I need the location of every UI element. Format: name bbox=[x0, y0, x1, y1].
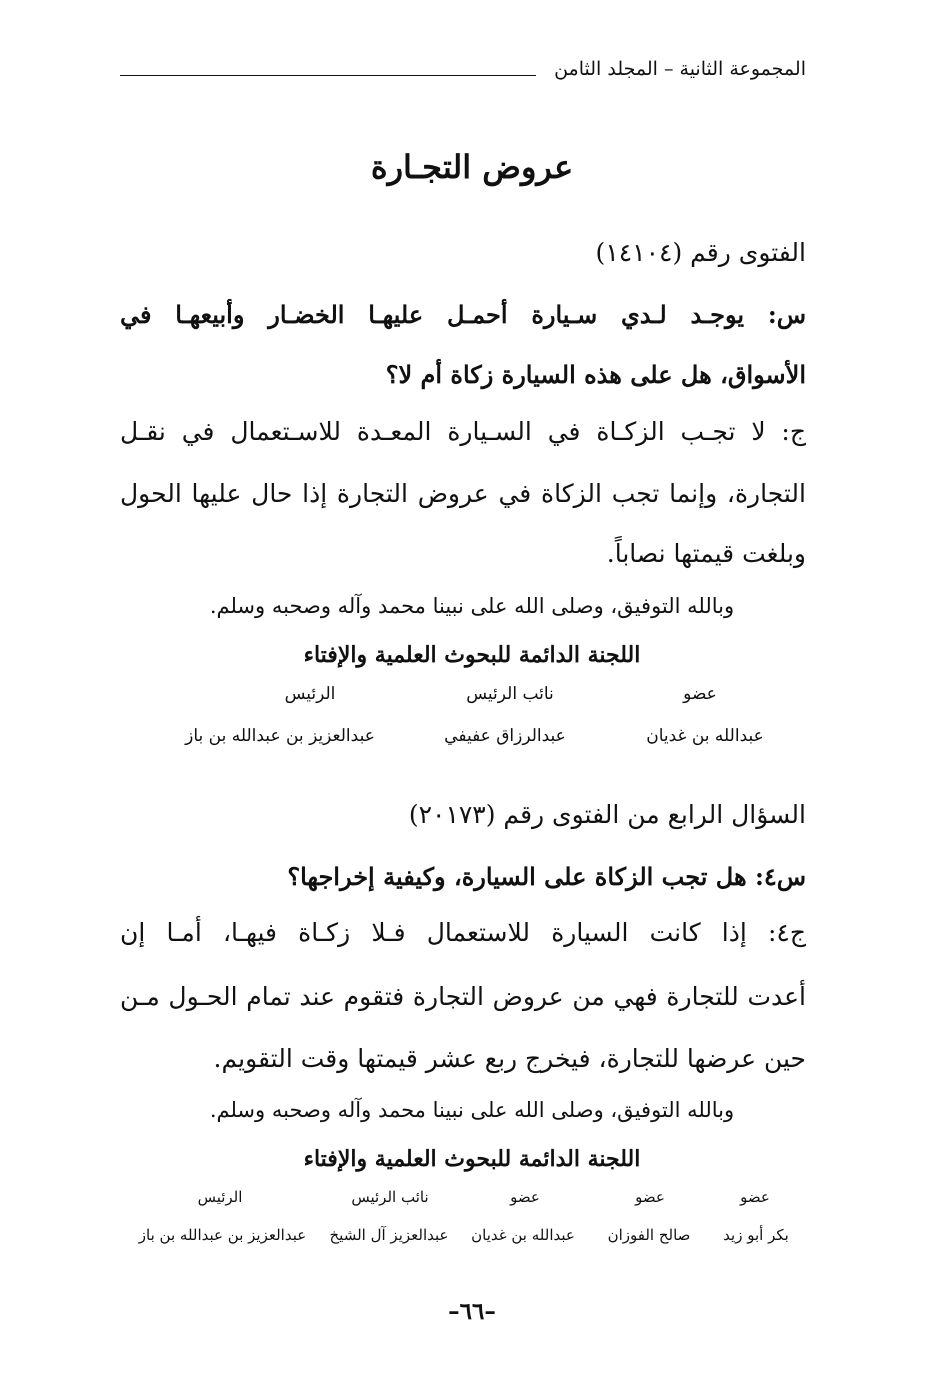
signatory-role: عضو bbox=[740, 1188, 770, 1206]
page-number: –٦٦– bbox=[448, 1298, 496, 1325]
page-title: عروض التجـارة bbox=[370, 148, 574, 186]
signatory-name: عبدالرزاق عفيفي bbox=[444, 726, 566, 746]
fatwa-number: السؤال الرابع من الفتوى رقم (٢٠١٧٣) bbox=[408, 800, 806, 829]
signatory-name: عبدالعزيز بن عبدالله بن باز bbox=[185, 726, 375, 746]
signatory-role: الرئيس bbox=[284, 684, 336, 704]
answer-line: ج: لا تجـب الزكـاة في السـيارة المعـدة للاسـتعمال في نقـل bbox=[120, 417, 806, 446]
answer-line: أعدت للتجارة فهي من عروض التجارة فتقوم عند تمام الحـول مـن bbox=[120, 982, 806, 1011]
answer-line: وبلغت قيمتها نصاباً. bbox=[606, 539, 806, 568]
running-header bbox=[120, 58, 806, 94]
header-text: المجموعة الثانية – المجلد الثامن bbox=[554, 58, 806, 80]
signatory-role: نائب الرئيس bbox=[351, 1188, 429, 1206]
signatory-role: نائب الرئيس bbox=[466, 684, 554, 704]
answer-line: حين عرضها للتجارة، فيخرج ربع عشر قيمتها وقت التقويم. bbox=[213, 1044, 806, 1073]
signatory-name: صالح الفوزان bbox=[607, 1226, 691, 1244]
signatory-name: عبدالعزيز آل الشيخ bbox=[329, 1226, 449, 1244]
fatwa-number: الفتوى رقم (١٤١٠٤) bbox=[595, 238, 806, 267]
signatory-role: عضو bbox=[683, 684, 717, 704]
signatory-role: عضو bbox=[510, 1188, 540, 1206]
signatory-name: عبدالعزيز بن عبدالله بن باز bbox=[138, 1226, 307, 1244]
committee-name: اللجنة الدائمة للبحوث العلمية والإفتاء bbox=[303, 642, 641, 668]
signatory-role: الرئيس bbox=[197, 1188, 243, 1206]
signatory-name: عبدالله بن غديان bbox=[646, 726, 764, 746]
header-rule bbox=[120, 75, 536, 76]
question-line: س٤: هل تجب الزكاة على السيارة، وكيفية إخراجها؟ bbox=[287, 862, 806, 891]
committee-name: اللجنة الدائمة للبحوث العلمية والإفتاء bbox=[303, 1146, 641, 1172]
answer-line: ج٤: إذا كانت السيارة للاستعمال فـلا زكـاة فيهـا، أمـا إن bbox=[120, 918, 806, 947]
closing-formula: وبالله التوفيق، وصلى الله على نبينا محمد وآله وصحبه وسلم. bbox=[209, 1098, 735, 1122]
closing-formula: وبالله التوفيق، وصلى الله على نبينا محمد وآله وصحبه وسلم. bbox=[209, 594, 735, 618]
question-line: الأسواق، هل على هذه السيارة زكاة أم لا؟ bbox=[385, 360, 806, 389]
answer-line: التجارة، وإنما تجب الزكاة في عروض التجارة إذا حال عليها الحول bbox=[120, 479, 806, 508]
question-line: س: يوجـد لـدي سـيارة أحمـل عليهـا الخضـار وأبيعهـا في bbox=[120, 300, 806, 329]
signatory-role: عضو bbox=[635, 1188, 665, 1206]
signatory-name: بكر أبو زيد bbox=[723, 1226, 789, 1244]
signatory-name: عبدالله بن غديان bbox=[471, 1226, 575, 1244]
